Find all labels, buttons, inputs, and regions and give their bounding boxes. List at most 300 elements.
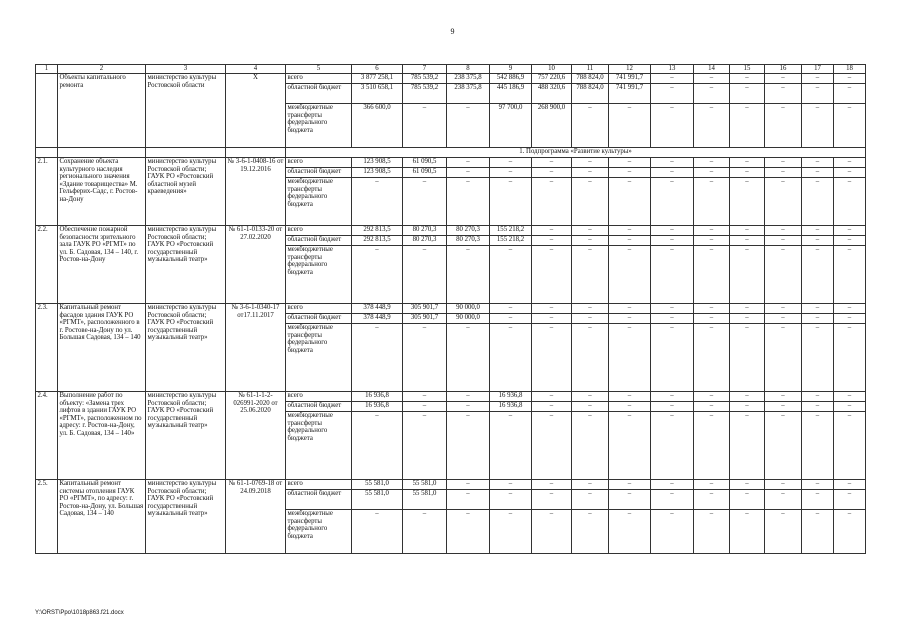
amount-cell: – <box>834 412 866 480</box>
amount-cell: 90 000,0 <box>447 304 490 314</box>
amount-cell: – <box>694 304 730 314</box>
amount-cell: – <box>834 168 866 178</box>
amount-cell: – <box>730 402 765 412</box>
funding-source: областной бюджет <box>286 236 352 246</box>
amount-cell: 55 581,0 <box>403 480 447 490</box>
amount-cell: – <box>532 236 572 246</box>
column-number: 8 <box>447 65 490 74</box>
amount-cell: – <box>352 246 403 304</box>
amount-cell: 55 581,0 <box>352 480 403 490</box>
amount-cell: – <box>765 412 802 480</box>
amount-cell: – <box>572 168 609 178</box>
amount-cell: – <box>730 226 765 236</box>
amount-cell: 238 375,8 <box>447 74 490 84</box>
amount-cell: 155 218,2 <box>490 226 532 236</box>
amount-cell: – <box>802 246 834 304</box>
amount-cell: – <box>694 226 730 236</box>
object-name: Капитальный ремонт системы отопления ГАУК РО «РГМТ», по адресу: г. Ростов-на-Дону, ул. Большая Садовая, 134 – 140 <box>58 480 146 554</box>
funding-source: межбюджетные трансферты федерального бюджета <box>286 104 352 148</box>
column-number: 4 <box>226 65 286 74</box>
amount-cell: – <box>834 490 866 510</box>
amount-cell: – <box>447 324 490 392</box>
amount-cell: – <box>651 104 694 148</box>
amount-cell: – <box>694 84 730 104</box>
amount-cell: – <box>730 178 765 226</box>
amount-cell: – <box>802 490 834 510</box>
amount-cell: – <box>834 402 866 412</box>
expertise-document: № 61-1-0769-18 от 24.09.2018 <box>226 480 286 554</box>
amount-cell: – <box>572 104 609 148</box>
amount-cell: – <box>447 392 490 402</box>
amount-cell: – <box>802 168 834 178</box>
object-name: Капитальный ремонт фасадов здания ГАУК РО «РГМТ», расположенного в г. Ростове-на-Дону по ул. Большая Садовая, 134 – 140 <box>58 304 146 392</box>
amount-cell: – <box>403 392 447 402</box>
amount-cell: – <box>403 510 447 554</box>
amount-cell: – <box>802 74 834 84</box>
amount-cell: – <box>572 246 609 304</box>
amount-cell: 305 901,7 <box>403 314 447 324</box>
amount-cell: – <box>352 412 403 480</box>
amount-cell: 542 886,9 <box>490 74 532 84</box>
amount-cell: – <box>572 412 609 480</box>
amount-cell: – <box>609 480 651 490</box>
column-number: 13 <box>651 65 694 74</box>
amount-cell: – <box>651 392 694 402</box>
amount-cell: – <box>447 510 490 554</box>
amount-cell: – <box>447 246 490 304</box>
amount-cell: – <box>651 402 694 412</box>
amount-cell: – <box>532 402 572 412</box>
item-number: 2.3. <box>36 304 58 392</box>
amount-cell: – <box>730 314 765 324</box>
executor: министерство культуры Ростовской области; ГАУК РО «Ростовский государственный музыкальный театр» <box>146 226 226 304</box>
amount-cell: – <box>802 412 834 480</box>
amount-cell: – <box>532 392 572 402</box>
amount-cell: – <box>447 480 490 490</box>
amount-cell: – <box>609 314 651 324</box>
amount-cell: – <box>765 158 802 168</box>
amount-cell: – <box>694 490 730 510</box>
column-number: 6 <box>352 65 403 74</box>
object-name: Объекты капитального ремонта <box>58 74 146 148</box>
table-row <box>36 158 866 168</box>
amount-cell: – <box>609 304 651 314</box>
expertise-document: № 61-1-1-2-026991-2020 от 25.06.2020 <box>226 392 286 480</box>
amount-cell: – <box>694 104 730 148</box>
amount-cell: – <box>765 402 802 412</box>
amount-cell: – <box>834 304 866 314</box>
amount-cell: – <box>532 178 572 226</box>
amount-cell: 3 510 658,1 <box>352 84 403 104</box>
amount-cell: – <box>802 392 834 402</box>
amount-cell: 785 539,2 <box>403 84 447 104</box>
amount-cell: 788 824,0 <box>572 74 609 84</box>
amount-cell: – <box>730 510 765 554</box>
table-row <box>36 74 866 84</box>
amount-cell: – <box>834 104 866 148</box>
amount-cell: – <box>765 226 802 236</box>
amount-cell: – <box>490 168 532 178</box>
amount-cell: – <box>532 324 572 392</box>
amount-cell: – <box>834 84 866 104</box>
amount-cell: – <box>765 246 802 304</box>
column-number: 16 <box>765 65 802 74</box>
item-number: 2.2. <box>36 226 58 304</box>
amount-cell: – <box>447 490 490 510</box>
funding-source: всего <box>286 392 352 402</box>
amount-cell: – <box>447 178 490 226</box>
amount-cell: – <box>765 104 802 148</box>
amount-cell: – <box>490 314 532 324</box>
amount-cell: – <box>403 178 447 226</box>
amount-cell: – <box>490 304 532 314</box>
amount-cell: 16 936,8 <box>352 392 403 402</box>
budget-table-sheet <box>35 64 866 554</box>
amount-cell: – <box>532 480 572 490</box>
executor: министерство культуры Ростовской области; ГАУК РО «Ростовский государственный музыкальный театр» <box>146 304 226 392</box>
amount-cell: – <box>609 510 651 554</box>
amount-cell: – <box>651 314 694 324</box>
amount-cell: – <box>834 314 866 324</box>
amount-cell: 90 000,0 <box>447 314 490 324</box>
executor: министерство культуры Ростовской области; ГАУК РО «Ростовский государственный музыкальный театр» <box>146 480 226 554</box>
amount-cell: – <box>490 324 532 392</box>
amount-cell: 741 991,7 <box>609 74 651 84</box>
amount-cell: – <box>651 412 694 480</box>
amount-cell: 378 448,9 <box>352 314 403 324</box>
amount-cell: 378 448,9 <box>352 304 403 314</box>
amount-cell: 366 600,0 <box>352 104 403 148</box>
amount-cell: – <box>730 84 765 104</box>
amount-cell: – <box>490 178 532 226</box>
amount-cell: 123 908,5 <box>352 158 403 168</box>
amount-cell: – <box>834 246 866 304</box>
amount-cell: – <box>490 158 532 168</box>
expertise-document: № 61-1-0133-20 от 27.02.2020 <box>226 226 286 304</box>
amount-cell: – <box>694 178 730 226</box>
amount-cell: 61 090,5 <box>403 168 447 178</box>
amount-cell: – <box>532 412 572 480</box>
amount-cell: – <box>730 246 765 304</box>
amount-cell: – <box>694 236 730 246</box>
amount-cell: – <box>765 84 802 104</box>
amount-cell: – <box>730 324 765 392</box>
column-number: 11 <box>572 65 609 74</box>
page-number: 9 <box>450 27 455 36</box>
amount-cell: – <box>609 392 651 402</box>
column-number: 18 <box>834 65 866 74</box>
amount-cell: – <box>609 246 651 304</box>
amount-cell: 445 186,9 <box>490 84 532 104</box>
amount-cell: – <box>730 74 765 84</box>
funding-source: межбюджетные трансферты федерального бюджета <box>286 510 352 554</box>
amount-cell: – <box>572 490 609 510</box>
amount-cell: 55 581,0 <box>352 490 403 510</box>
amount-cell: – <box>694 314 730 324</box>
amount-cell: – <box>352 510 403 554</box>
executor: министерство культуры Ростовской области; ГАУК РО «Ростовский государственный музыкальный театр» <box>146 392 226 480</box>
amount-cell: – <box>609 104 651 148</box>
amount-cell: – <box>694 392 730 402</box>
amount-cell: – <box>609 226 651 236</box>
funding-source: областной бюджет <box>286 84 352 104</box>
amount-cell: 292 813,5 <box>352 236 403 246</box>
amount-cell: – <box>609 178 651 226</box>
amount-cell: – <box>802 314 834 324</box>
amount-cell: 80 270,3 <box>403 236 447 246</box>
amount-cell: – <box>834 226 866 236</box>
amount-cell: – <box>403 412 447 480</box>
column-number: 15 <box>730 65 765 74</box>
amount-cell: – <box>694 402 730 412</box>
funding-source: всего <box>286 158 352 168</box>
amount-cell: – <box>532 490 572 510</box>
amount-cell: – <box>765 178 802 226</box>
amount-cell: – <box>447 412 490 480</box>
amount-cell: – <box>651 510 694 554</box>
column-number: 12 <box>609 65 651 74</box>
amount-cell: – <box>403 324 447 392</box>
amount-cell: – <box>765 510 802 554</box>
amount-cell: 788 824,0 <box>572 84 609 104</box>
amount-cell: – <box>802 402 834 412</box>
amount-cell: – <box>834 480 866 490</box>
table-row <box>36 392 866 402</box>
amount-cell: – <box>694 412 730 480</box>
amount-cell: – <box>765 480 802 490</box>
amount-cell: – <box>802 158 834 168</box>
amount-cell: 3 877 258,1 <box>352 74 403 84</box>
amount-cell: – <box>609 402 651 412</box>
expertise-document: № 3-6-1-0408-16 от 19.12.2016 <box>226 158 286 226</box>
amount-cell: – <box>651 178 694 226</box>
amount-cell: – <box>490 412 532 480</box>
amount-cell: – <box>694 168 730 178</box>
funding-source: межбюджетные трансферты федерального бюджета <box>286 178 352 226</box>
amount-cell: – <box>572 304 609 314</box>
column-number: 14 <box>694 65 730 74</box>
amount-cell: – <box>532 314 572 324</box>
amount-cell: 80 270,3 <box>447 236 490 246</box>
amount-cell: – <box>651 236 694 246</box>
file-path-footer: Y:\ORST\Ppo\1018p863.f21.docx <box>35 610 124 616</box>
amount-cell: – <box>802 178 834 226</box>
amount-cell: 80 270,3 <box>403 226 447 236</box>
amount-cell: 238 375,8 <box>447 84 490 104</box>
column-number-row <box>36 65 866 74</box>
amount-cell: – <box>490 480 532 490</box>
funding-source: областной бюджет <box>286 490 352 510</box>
amount-cell: – <box>730 304 765 314</box>
amount-cell: – <box>490 490 532 510</box>
amount-cell: 757 220,6 <box>532 74 572 84</box>
amount-cell: – <box>609 168 651 178</box>
amount-cell: – <box>532 168 572 178</box>
amount-cell: – <box>802 226 834 236</box>
amount-cell: 80 270,3 <box>447 226 490 236</box>
object-name: Сохранение объекта культурного наследия регионального значения «Здание товарищества» М. Гельферих-Садс, г. Ростов-на-Дону <box>58 158 146 226</box>
amount-cell: – <box>447 104 490 148</box>
table-row <box>36 480 866 490</box>
amount-cell: 61 090,5 <box>403 158 447 168</box>
amount-cell: 16 936,8 <box>490 392 532 402</box>
amount-cell: – <box>694 324 730 392</box>
amount-cell: – <box>834 74 866 84</box>
amount-cell: – <box>532 226 572 236</box>
table-row <box>36 304 866 314</box>
executor: министерство культуры Ростовской области; ГАУК РО «Ростовский областной музей краеведения» <box>146 158 226 226</box>
item-number <box>36 74 58 148</box>
amount-cell: – <box>609 412 651 480</box>
amount-cell: – <box>834 510 866 554</box>
amount-cell: – <box>403 246 447 304</box>
amount-cell: – <box>765 74 802 84</box>
amount-cell: – <box>730 490 765 510</box>
amount-cell: – <box>532 246 572 304</box>
amount-cell: – <box>730 168 765 178</box>
column-number: 17 <box>802 65 834 74</box>
amount-cell: – <box>651 324 694 392</box>
amount-cell: – <box>765 392 802 402</box>
subprogram-row <box>36 148 866 158</box>
amount-cell: – <box>802 324 834 392</box>
amount-cell: – <box>694 74 730 84</box>
amount-cell: – <box>532 510 572 554</box>
amount-cell: – <box>694 480 730 490</box>
amount-cell: – <box>651 246 694 304</box>
amount-cell: – <box>651 74 694 84</box>
budget-table <box>35 64 866 554</box>
amount-cell: – <box>730 104 765 148</box>
amount-cell: – <box>532 304 572 314</box>
amount-cell: – <box>765 304 802 314</box>
amount-cell: – <box>572 402 609 412</box>
amount-cell: 305 901,7 <box>403 304 447 314</box>
column-number: 7 <box>403 65 447 74</box>
funding-source: межбюджетные трансферты федерального бюджета <box>286 324 352 392</box>
amount-cell: – <box>730 392 765 402</box>
amount-cell: – <box>447 402 490 412</box>
amount-cell: – <box>730 412 765 480</box>
amount-cell: 488 320,6 <box>532 84 572 104</box>
amount-cell: – <box>730 480 765 490</box>
amount-cell: 155 218,2 <box>490 236 532 246</box>
amount-cell: 268 900,0 <box>532 104 572 148</box>
amount-cell: – <box>694 158 730 168</box>
funding-source: межбюджетные трансферты федерального бюджета <box>286 246 352 304</box>
executor: министерство культуры Ростовской области <box>146 74 226 148</box>
funding-source: всего <box>286 226 352 236</box>
amount-cell: – <box>765 490 802 510</box>
amount-cell: – <box>802 104 834 148</box>
amount-cell: – <box>572 314 609 324</box>
amount-cell: – <box>447 168 490 178</box>
column-number: 10 <box>532 65 572 74</box>
amount-cell: – <box>651 168 694 178</box>
amount-cell: – <box>694 246 730 304</box>
amount-cell: – <box>730 236 765 246</box>
amount-cell: – <box>572 324 609 392</box>
amount-cell: – <box>802 510 834 554</box>
amount-cell: – <box>609 236 651 246</box>
column-number: 2 <box>58 65 146 74</box>
amount-cell: – <box>834 392 866 402</box>
amount-cell: – <box>802 480 834 490</box>
expertise-document: № 3-6-1-0340-17 от17.11.2017 <box>226 304 286 392</box>
amount-cell: – <box>765 168 802 178</box>
amount-cell: – <box>609 324 651 392</box>
amount-cell: – <box>694 510 730 554</box>
funding-source: всего <box>286 74 352 84</box>
amount-cell: – <box>730 158 765 168</box>
amount-cell: 16 936,8 <box>490 402 532 412</box>
amount-cell: – <box>651 304 694 314</box>
amount-cell: – <box>490 510 532 554</box>
amount-cell: 97 700,0 <box>490 104 532 148</box>
amount-cell: 55 581,0 <box>403 490 447 510</box>
amount-cell: – <box>765 324 802 392</box>
amount-cell: – <box>572 236 609 246</box>
column-number: 9 <box>490 65 532 74</box>
amount-cell: 292 813,5 <box>352 226 403 236</box>
funding-source: межбюджетные трансферты федерального бюджета <box>286 412 352 480</box>
amount-cell: – <box>765 314 802 324</box>
amount-cell: – <box>532 158 572 168</box>
amount-cell: – <box>447 158 490 168</box>
funding-source: областной бюджет <box>286 402 352 412</box>
funding-source: областной бюджет <box>286 314 352 324</box>
amount-cell: – <box>572 392 609 402</box>
amount-cell: – <box>651 490 694 510</box>
funding-source: всего <box>286 304 352 314</box>
amount-cell: 741 991,7 <box>609 84 651 104</box>
amount-cell: – <box>834 158 866 168</box>
amount-cell: – <box>802 236 834 246</box>
amount-cell: 123 908,5 <box>352 168 403 178</box>
object-name: Обеспечение пожарной безопасности зрительного зала ГАУК РО «РГМТ» по ул. Б. Садовая, 134 – 140, г. Ростов-на-Дону <box>58 226 146 304</box>
amount-cell: 16 936,8 <box>352 402 403 412</box>
amount-cell: – <box>765 236 802 246</box>
table-row <box>36 226 866 236</box>
subprogram-title: 1. Подпрограмма «Развитие культуры» <box>286 148 866 158</box>
amount-cell: – <box>490 246 532 304</box>
amount-cell: – <box>651 226 694 236</box>
item-number: 2.4. <box>36 392 58 480</box>
amount-cell: – <box>651 480 694 490</box>
amount-cell: – <box>403 402 447 412</box>
amount-cell: – <box>403 104 447 148</box>
column-number: 5 <box>286 65 352 74</box>
amount-cell: 785 539,2 <box>403 74 447 84</box>
amount-cell: – <box>651 84 694 104</box>
amount-cell: – <box>651 158 694 168</box>
amount-cell: – <box>572 178 609 226</box>
column-number: 1 <box>36 65 58 74</box>
amount-cell: – <box>802 304 834 314</box>
amount-cell: – <box>572 510 609 554</box>
amount-cell: – <box>572 226 609 236</box>
amount-cell: – <box>572 480 609 490</box>
amount-cell: – <box>834 324 866 392</box>
amount-cell: – <box>834 178 866 226</box>
column-number: 3 <box>146 65 226 74</box>
item-number: 2.1. <box>36 158 58 226</box>
amount-cell: – <box>802 84 834 104</box>
amount-cell: – <box>609 490 651 510</box>
amount-cell: – <box>572 158 609 168</box>
item-number: 2.5. <box>36 480 58 554</box>
amount-cell: – <box>609 158 651 168</box>
